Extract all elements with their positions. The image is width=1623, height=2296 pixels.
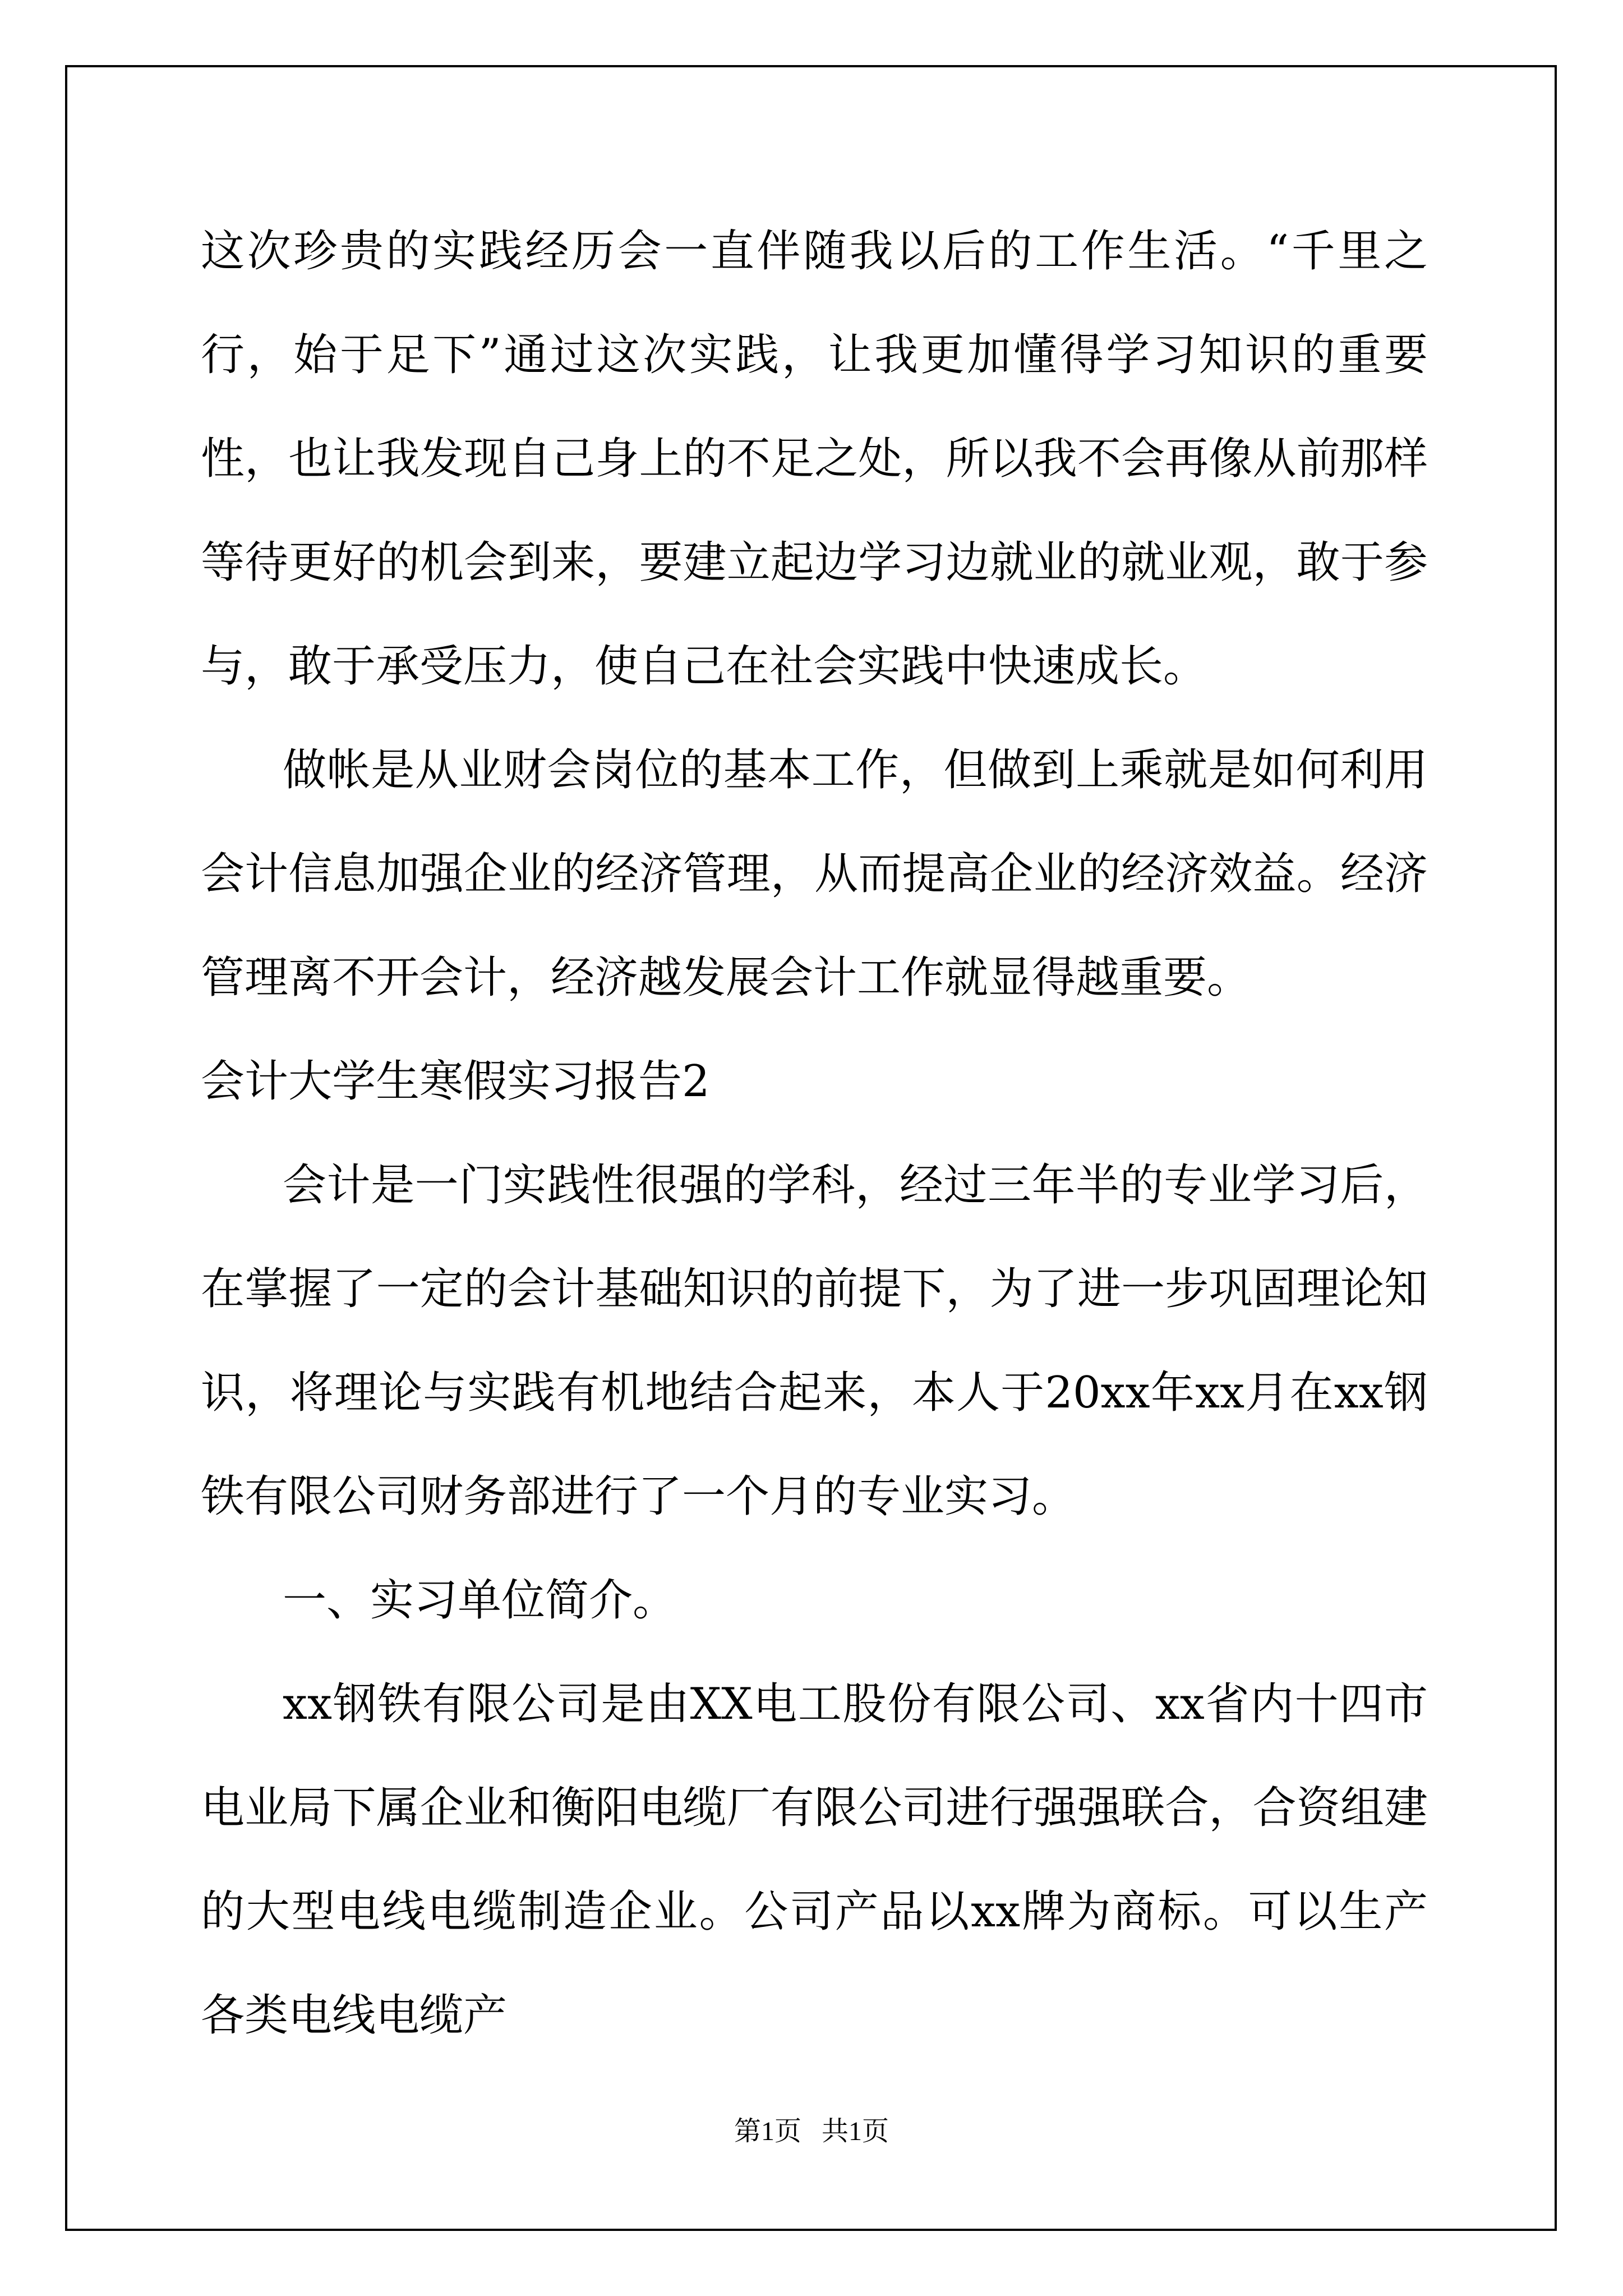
paragraph-continuation: 这次珍贵的实践经历会一直伴随我以后的工作生活。“千里之行，始于足下”通过这次实践，让我更加懂得学习知识的重要性，也让我发现自己身上的不足之处，所以我不会再像从前那样等待更好的机会到来，要建立起边学习边就业的就业观，敢于参与，敢于承受压力，使自己在社会实践中快速成长。 bbox=[201, 226, 1428, 692]
section-title: 会计大学生寒假实习报告2 bbox=[201, 1056, 710, 1107]
paragraph-intro: 会计是一门实践性很强的学科，经过三年半的专业学习后，在掌握了一定的会计基础知识的前提下，为了进一步巩固理论知识，将理论与实践有机地结合起来，本人于20xx年xx月在xx钢铁有限公司财务部进行了一个月的专业实习。 bbox=[201, 1160, 1428, 1522]
subheading-company-intro: 一、实习单位简介。 bbox=[283, 1575, 677, 1626]
document-body bbox=[201, 200, 1428, 2068]
paragraph-bookkeeping: 做帐是从业财会岗位的基本工作，但做到上乘就是如何利用会计信息加强企业的经济管理，从而提高企业的经济效益。经济管理离不开会计，经济越发展会计工作就显得越重要。 bbox=[201, 745, 1428, 1003]
footer-spacer bbox=[801, 2116, 822, 2146]
paragraph-company: xx钢铁有限公司是由XX电工股份有限公司、xx省内十四市电业局下属企业和衡阳电缆厂有限公司进行强强联合，合资组建的大型电线电缆制造企业。公司产品以xx牌为商标。可以生产各类电线电缆产 bbox=[201, 1679, 1428, 2041]
page-footer bbox=[0, 2109, 1623, 2148]
page-total: 共1页 bbox=[822, 2116, 889, 2146]
page-number: 第1页 bbox=[734, 2116, 801, 2146]
